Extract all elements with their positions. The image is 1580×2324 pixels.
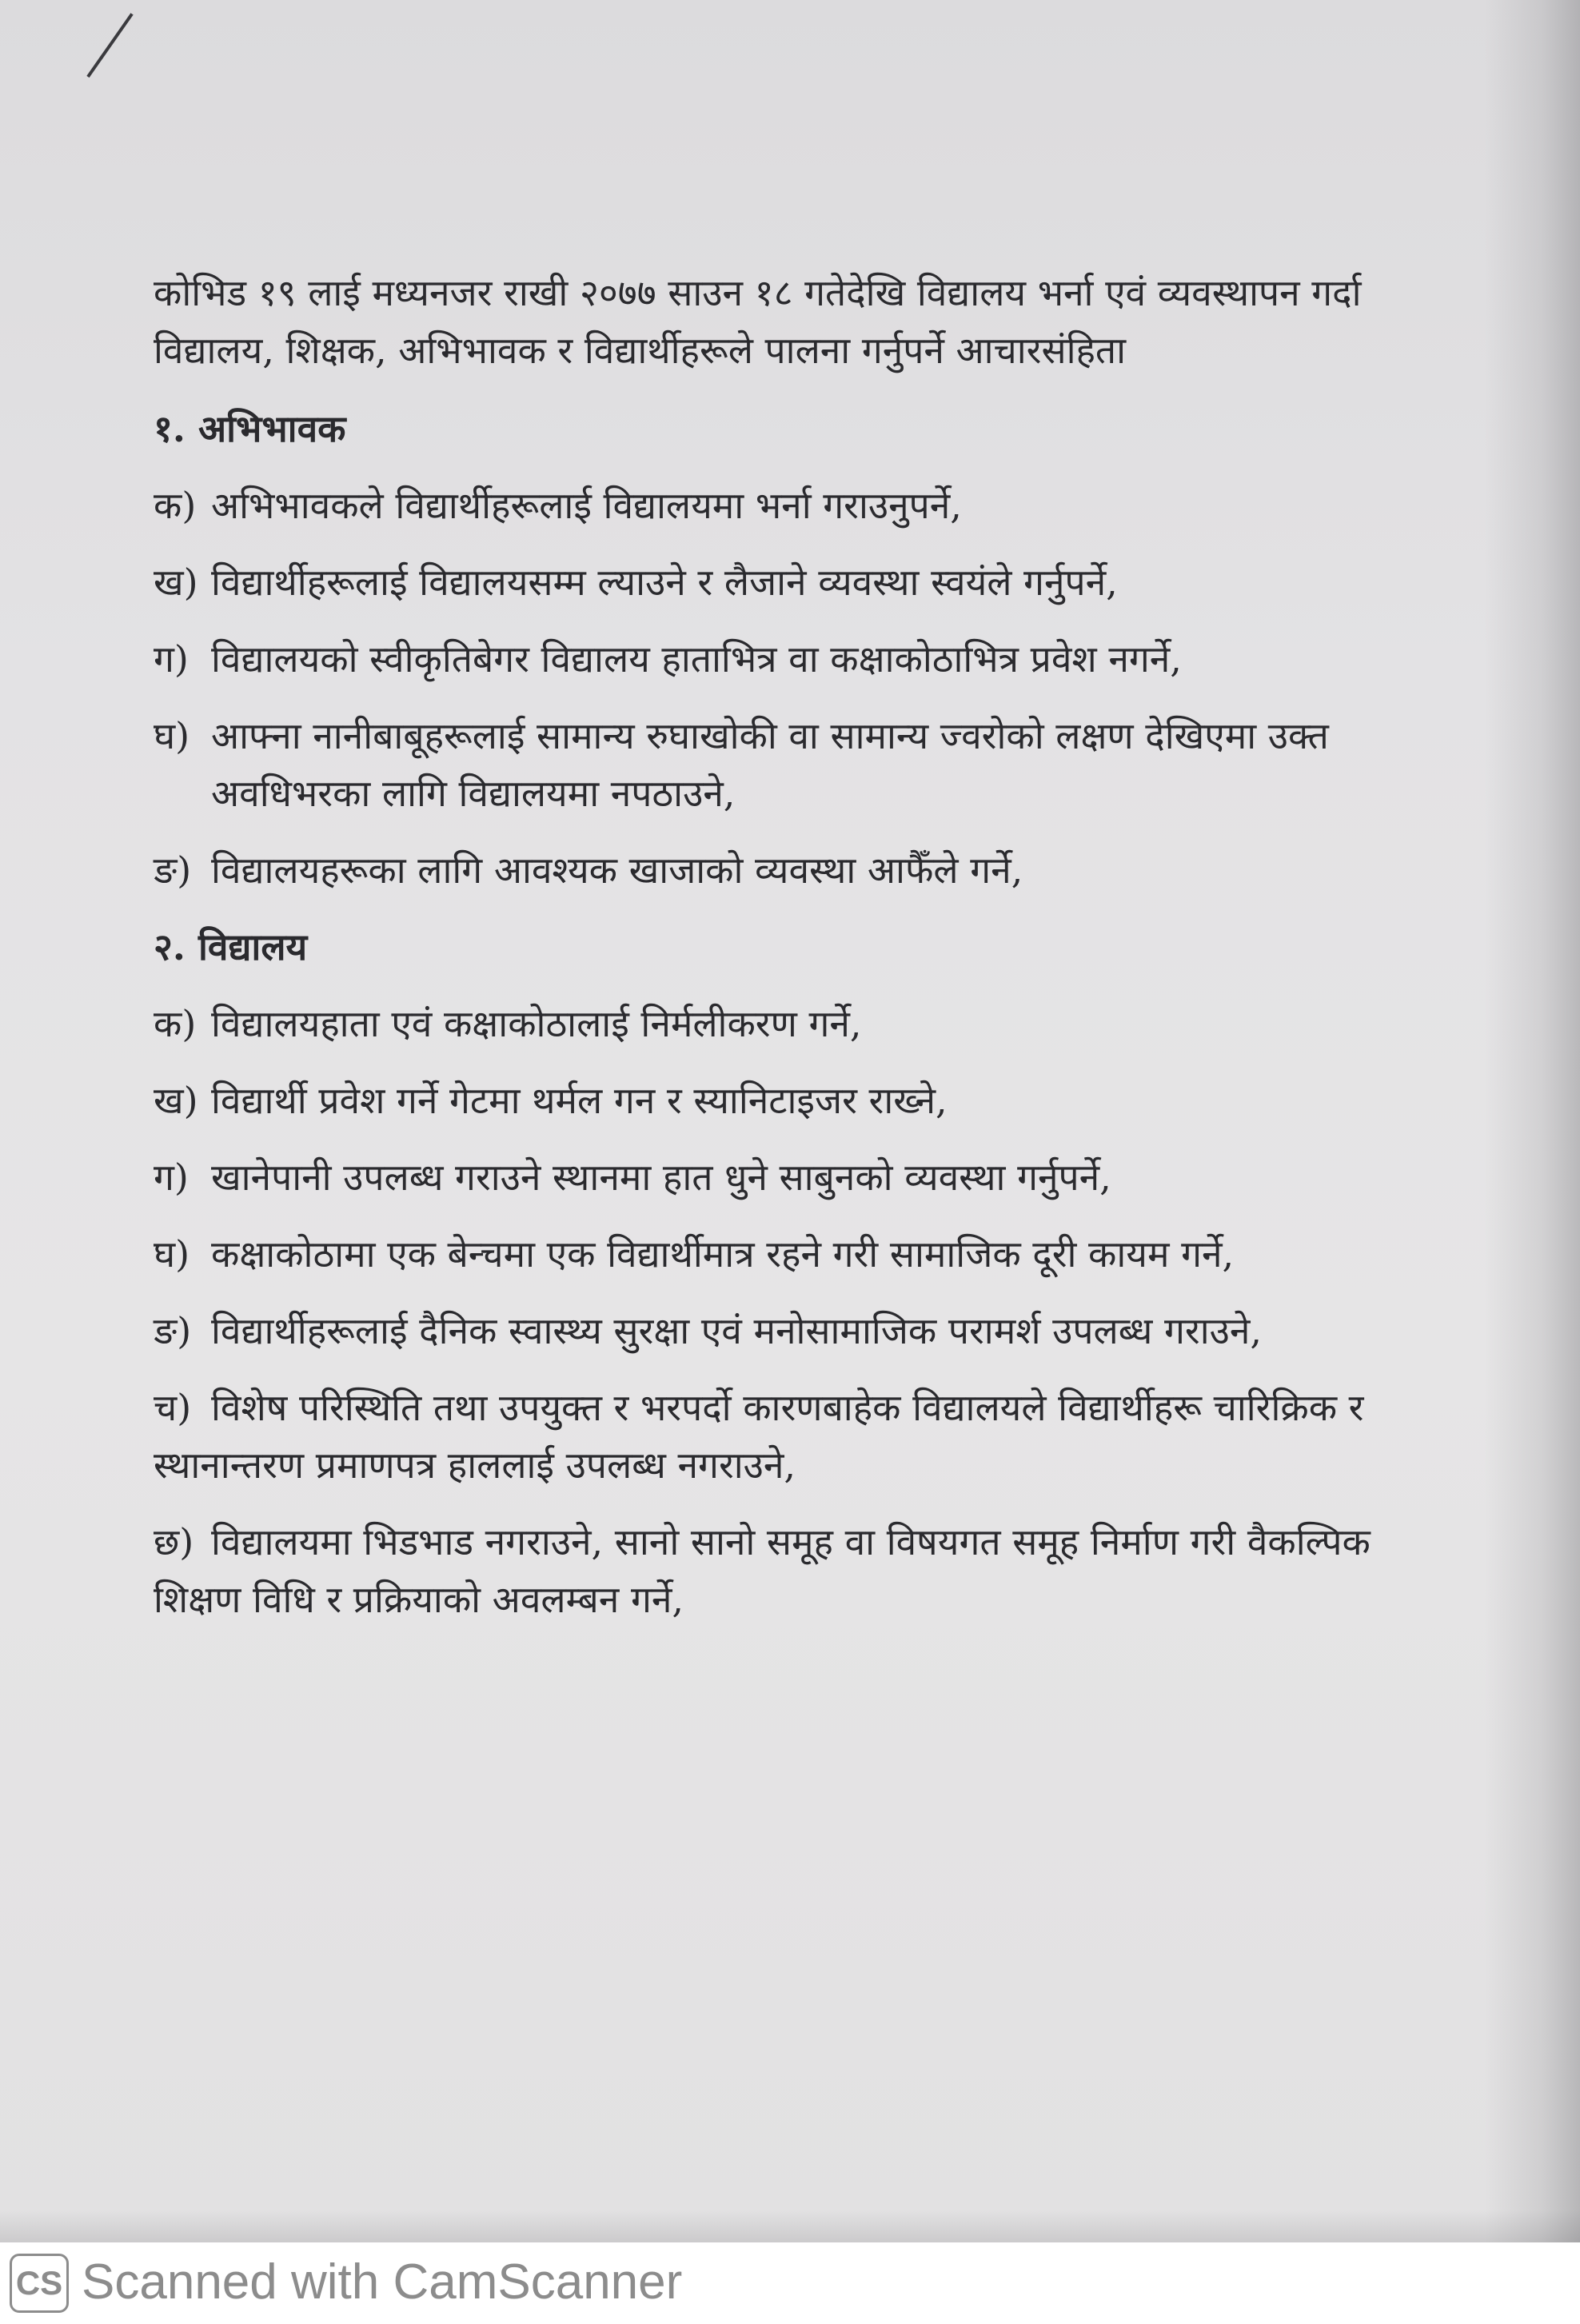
document-title: कोभिड १९ लाई मध्यनजर राखी २०७७ साउन १८ गतेदेखि विद्यालय भर्ना एवं व्यवस्थापन गर्दा विद्यालय, शिक्षक, अभिभावक र विद्यार्थीहरूले पालना गर्नुपर्ने आचारसंहिता (154, 271, 1362, 372)
list-item-text: विद्यार्थीहरूलाई दैनिक स्वास्थ्य सुरक्षा एवं मनोसामाजिक परामर्श उपलब्ध गराउने, (211, 1309, 1262, 1352)
list-item-text: विद्यार्थीहरूलाई विद्यालयसम्म ल्याउने र लैजाने व्यवस्था स्वयंले गर्नुपर्ने, (211, 561, 1118, 604)
list-item (154, 995, 1433, 1052)
list-marker: छ) (154, 1520, 194, 1563)
list-marker: घ) (154, 714, 190, 757)
list-item-text: कक्षाकोठामा एक बेन्चमा एक विद्यार्थीमात्र रहने गरी सामाजिक दूरी कायम गर्ने, (211, 1232, 1235, 1276)
list-marker: ङ) (154, 849, 192, 892)
page-bottom-shade (0, 2210, 1580, 2242)
section-heading-parents: १. अभिभावक (154, 407, 346, 450)
list-item (154, 477, 1433, 534)
list-item-text: विद्यालयहाता एवं कक्षाकोठालाई निर्मलीकरण गर्ने, (211, 1002, 862, 1045)
list-marker: ङ) (154, 1309, 192, 1352)
pen-stroke-mark (86, 13, 133, 78)
list-marker: ग) (154, 637, 189, 681)
list-marker: ख) (154, 561, 198, 604)
list-item (154, 1148, 1433, 1206)
list-item (154, 1513, 1433, 1628)
list-item-text: विद्यालयको स्वीकृतिबेगर विद्यालय हाताभित्र वा कक्षाकोठाभित्र प्रवेश नगर्ने, (211, 637, 1182, 681)
list-marker: ग) (154, 1156, 189, 1199)
list-item (154, 1072, 1433, 1129)
list-item-text: विद्यार्थी प्रवेश गर्ने गेटमा थर्मल गन र स्यानिटाइजर राख्ने, (211, 1079, 948, 1122)
list-item-text: आफ्ना नानीबाबूहरूलाई सामान्य रुघाखोकी वा सामान्य ज्वरोको लक्षण देखिएमा उक्त अवधिभरका लागि विद्यालयमा नपठाउने, (211, 714, 1329, 815)
list-item (154, 1379, 1433, 1494)
section-heading-school: २. विद्यालय (154, 925, 308, 968)
list-marker: क) (154, 484, 197, 527)
page-edge-shadow (1484, 0, 1580, 2242)
list-item-text: विद्यालयमा भिडभाड नगराउने, सानो सानो समूह वा विषयगत समूह निर्माण गरी वैकल्पिक शिक्षण विधि र प्रक्रियाको अवलम्बन गर्ने, (154, 1520, 1371, 1621)
list-item (154, 1302, 1433, 1360)
list-item (154, 841, 1433, 899)
camscanner-logo-icon: CS (10, 2254, 69, 2313)
list-item (154, 553, 1433, 611)
list-item-text: अभिभावकले विद्यार्थीहरूलाई विद्यालयमा भर्ना गराउनुपर्ने, (211, 484, 962, 527)
camscanner-watermark: Scanned with CamScanner (82, 2254, 683, 2310)
list-marker: ख) (154, 1079, 198, 1122)
list-marker: घ) (154, 1232, 190, 1276)
document-body (154, 264, 1433, 1647)
list-marker: च) (154, 1386, 192, 1429)
list-item (154, 1225, 1433, 1283)
list-item-text: विद्यालयहरूका लागि आवश्यक खाजाको व्यवस्था आफैँले गर्ने, (211, 849, 1023, 892)
list-item-text: विशेष परिस्थिति तथा उपयुक्त र भरपर्दो कारणबाहेक विद्यालयले विद्यार्थीहरू चारिक्रिक र स्थानान्तरण प्रमाणपत्र हाललाई उपलब्ध नगराउने, (154, 1386, 1364, 1487)
list-item-text: खानेपानी उपलब्ध गराउने स्थानमा हात धुने साबुनको व्यवस्था गर्नुपर्ने, (211, 1156, 1111, 1199)
list-item (154, 707, 1433, 822)
list-marker: क) (154, 1002, 197, 1045)
list-item (154, 630, 1433, 688)
